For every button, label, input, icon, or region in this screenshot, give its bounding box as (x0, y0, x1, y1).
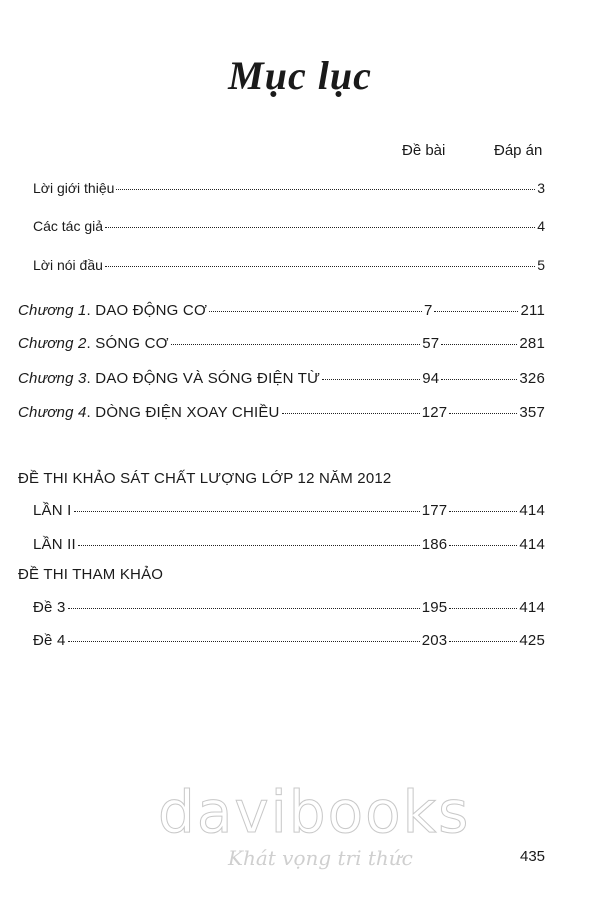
toc-row-chapter-3[interactable] (18, 370, 545, 387)
toc-page-dap-an: 281 (519, 335, 545, 352)
section-heading-khao-sat: ĐỀ THI KHẢO SÁT CHẤT LƯỢNG LỚP 12 NĂM 2012 (18, 470, 392, 487)
dot-leader (441, 379, 517, 380)
dot-leader (105, 227, 535, 228)
column-header-dap-an: Đáp án (494, 142, 543, 159)
toc-page-dap-an: 414 (519, 502, 545, 519)
toc-page-de-bai: 127 (421, 404, 448, 421)
toc-row-chapter-2[interactable] (18, 335, 545, 352)
section-heading-tham-khao: ĐỀ THI THAM KHẢO (18, 566, 164, 583)
toc-page: 4 (537, 218, 545, 234)
toc-row-loi-noi-dau[interactable] (33, 257, 545, 273)
toc-label: Đề 4 (33, 632, 66, 649)
toc-label: Đề 3 (33, 599, 66, 616)
dot-leader (74, 511, 420, 512)
dot-leader (434, 311, 518, 312)
dot-leader (68, 608, 420, 609)
toc-page-dap-an: 414 (519, 536, 545, 553)
chapter-prefix: Chương 2 (18, 335, 87, 352)
dot-leader (282, 413, 420, 414)
dot-leader (322, 379, 420, 380)
toc-page-dap-an: 211 (520, 302, 545, 319)
toc-page-dap-an: 357 (519, 404, 545, 421)
toc-row-chapter-4[interactable] (18, 404, 545, 421)
toc-page-de-bai: 195 (421, 599, 448, 616)
toc-row-lan-1[interactable] (33, 502, 545, 519)
toc-label: Lời nói đầu (33, 257, 103, 273)
page-title: Mục lục (228, 53, 372, 98)
chapter-name: . DAO ĐỘNG VÀ SÓNG ĐIỆN TỪ (86, 370, 321, 387)
toc-page-de-bai: 57 (422, 335, 440, 352)
chapter-name: . DAO ĐỘNG CƠ (86, 302, 208, 319)
chapter-prefix: Chương 3 (18, 370, 87, 387)
toc-page-dap-an: 326 (519, 370, 545, 387)
dot-leader (449, 608, 517, 609)
dot-leader (449, 641, 517, 642)
toc-page-de-bai: 186 (421, 536, 448, 553)
watermark-brand: davibooks (158, 778, 471, 846)
toc-row-loi-gioi-thieu[interactable] (33, 180, 545, 196)
toc-row-lan-2[interactable] (33, 536, 545, 553)
dot-leader (209, 311, 422, 312)
dot-leader (441, 344, 517, 345)
toc-page: 3 (537, 180, 545, 196)
toc-page-de-bai: 177 (421, 502, 448, 519)
dot-leader (116, 189, 535, 190)
toc-page: 5 (537, 257, 545, 273)
toc-page-dap-an: 425 (519, 632, 545, 649)
dot-leader (449, 511, 517, 512)
toc-page-de-bai: 7 (423, 302, 433, 319)
chapter-prefix: Chương 1 (18, 302, 87, 319)
toc-label: LẦN II (33, 536, 76, 553)
dot-leader (68, 641, 420, 642)
toc-row-de-4[interactable] (33, 632, 545, 649)
toc-label: Lời giới thiệu (33, 180, 115, 196)
toc-page-de-bai: 203 (421, 632, 448, 649)
dot-leader (78, 545, 420, 546)
toc-page-dap-an: 414 (519, 599, 545, 616)
dot-leader (171, 344, 421, 345)
column-header-de-bai: Đề bài (402, 142, 446, 159)
toc-row-chapter-1[interactable] (18, 302, 545, 319)
dot-leader (449, 545, 517, 546)
toc-row-de-3[interactable] (33, 599, 545, 616)
page-number: 435 (520, 848, 546, 865)
toc-label: Các tác giả (33, 218, 104, 234)
chapter-name: . SÓNG CƠ (86, 335, 169, 352)
toc-label: LẦN I (33, 502, 72, 519)
toc-page-de-bai: 94 (422, 370, 440, 387)
toc-row-cac-tac-gia[interactable] (33, 218, 545, 234)
chapter-prefix: Chương 4 (18, 404, 87, 421)
watermark-tagline: Khát vọng tri thức (228, 846, 413, 870)
chapter-name: . DÒNG ĐIỆN XOAY CHIỀU (86, 404, 280, 421)
dot-leader (449, 413, 517, 414)
dot-leader (105, 266, 535, 267)
